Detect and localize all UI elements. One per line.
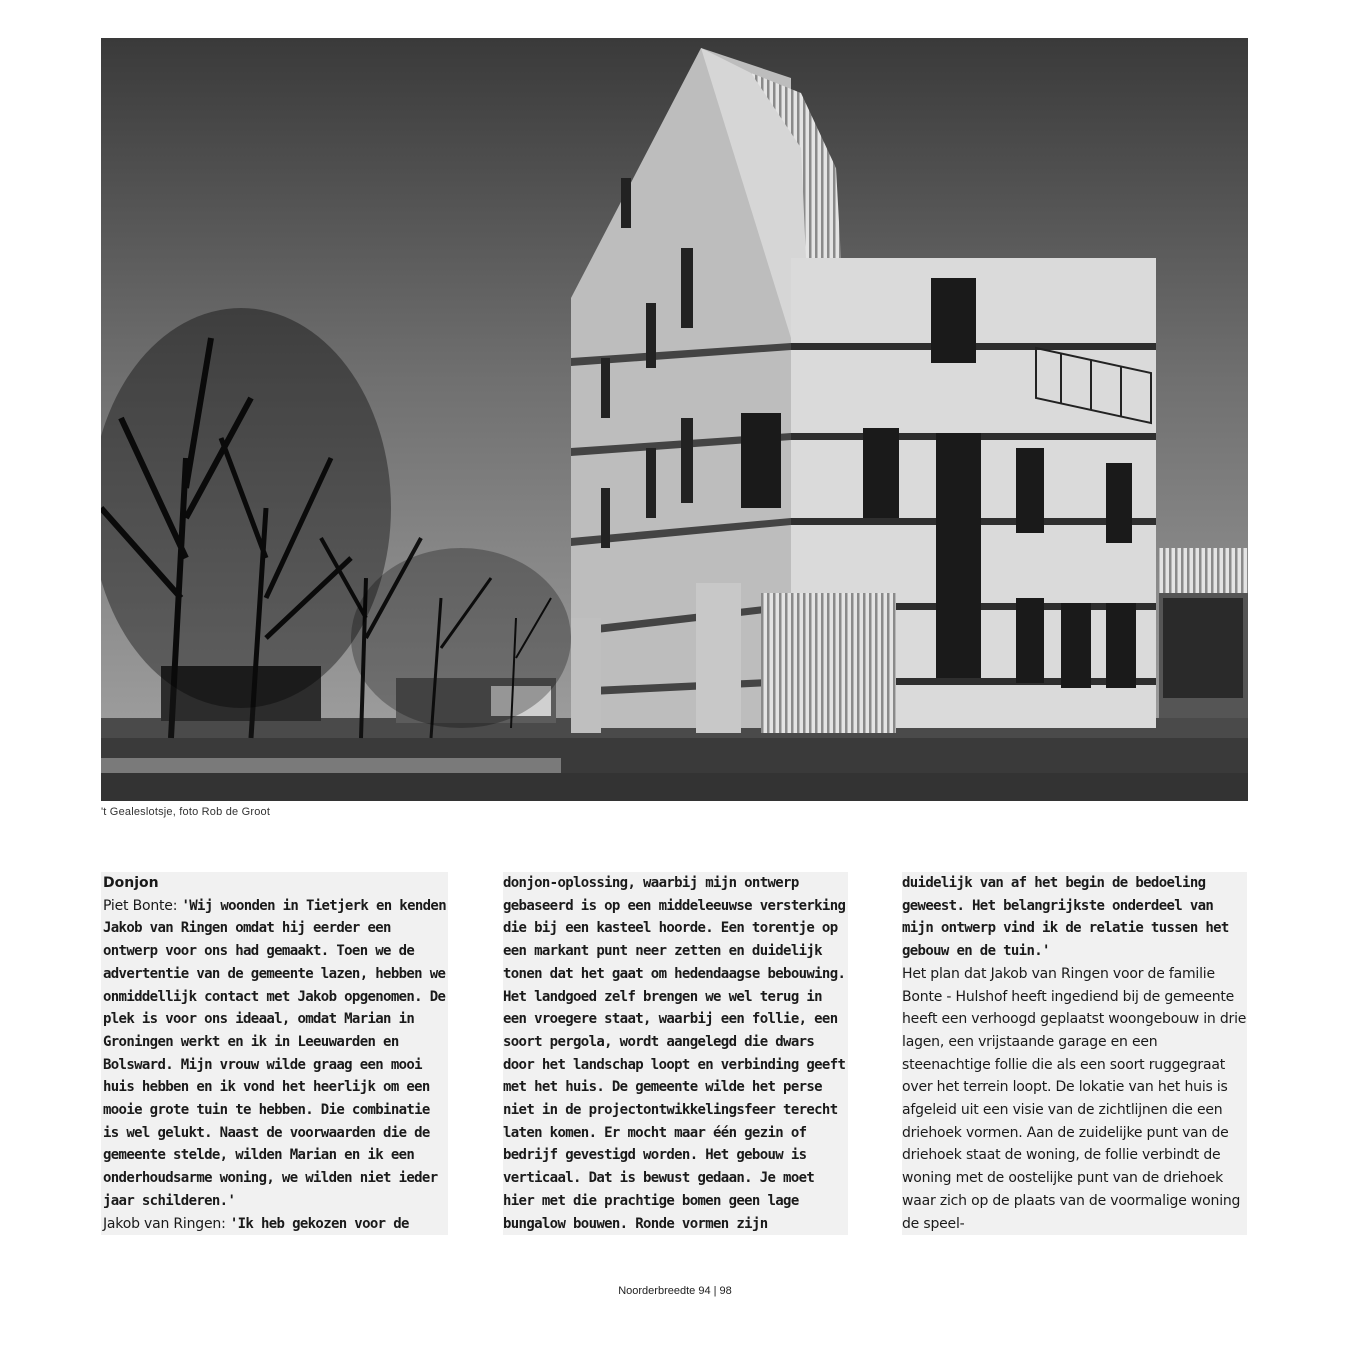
text-column-1 [101, 872, 448, 1235]
text-column-2 [503, 872, 848, 1235]
speaker-name: Piet Bonte: [103, 897, 182, 914]
photo-caption: 't Gealeslotsje, foto Rob de Groot [101, 806, 271, 818]
quote-text: 'Ik heb gekozen voor de [229, 1215, 409, 1232]
quote-ending: duidelijk van af het begin de bedoeling geweest. Het belangrijkste onderdeel van mijn ontwerp vind ik de relatie tussen het gebouw en de tuin.' [902, 875, 1229, 960]
text-column-3 [902, 872, 1247, 1235]
speaker-name: Jakob van Ringen: [103, 1215, 230, 1232]
quote-continuation: donjon-oplossing, waarbij mijn ontwerp gebaseerd is op een middeleeuwse versterking die bij een kasteel hoorde. Een torentje op een markant punt neer zetten en duidelijk tonen dat het gaat om hedendaagse bebouwing. Het landgoed zelf brengen we wel terug in een vroegere staat, waarbij een follie, een soort pergola, wordt aangelegd die dwars door het landschap loopt en verbinding geeft met het huis. De gemeente wilde het perse niet in de projectontwikkelingsfeer terecht laten komen. Er mocht maar één gezin of bedrijf gevestigd worden. Het gebouw is verticaal. Dat is bewust gedaan. Je moet hier met die prachtige bomen geen lage bungalow bouwen. Ronde vormen zijn [503, 875, 846, 1232]
house-photo [101, 38, 1248, 801]
page-footer: Noorderbreedte 94 | 98 [618, 1285, 732, 1297]
quote-text: 'Wij woonden in Tietjerk en kenden Jakob van Ringen omdat hij eerder een ontwerp voor ons had gemaakt. Toen we de advertentie van de gemeente lazen, hebben we onmiddellijk contact met Jakob opgenomen. De plek is voor ons ideaal, omdat Marian in Groningen werkt en ik in Leeuwarden en Bolsward. Mijn vrouw wilde graag een mooi huis hebben en ik vond het heerlijk om een mooie grote tuin te hebben. Die combinatie is wel gelukt. Naast de voorwaarden die de gemeente stelde, wilden Marian en ik een onderhoudsarme woning, we wilden niet ieder jaar schilderen.' [103, 897, 446, 1209]
section-heading: Donjon [103, 875, 159, 891]
body-paragraph: Het plan dat Jakob van Ringen voor de familie Bonte - Hulshof heeft ingediend bij de gemeente heeft een verhoogd geplaatst woongebouw in drie lagen, een vrijstaande garage en een steenachtige follie die als een soort ruggegraat over het terrein loopt. De lokatie van het huis is afgeleid uit een visie van de zichtlijnen die een driehoek vormen. Aan de zuidelijke punt van de driehoek staat de woning, de follie verbindt de woning met de oostelijke punt van de driehoek waar zich op de plaats van de voormalige woning de speel- [902, 965, 1247, 1232]
paragraph-jakob-van-ringen [103, 1213, 448, 1236]
paragraph-piet-bonte [103, 895, 448, 1213]
